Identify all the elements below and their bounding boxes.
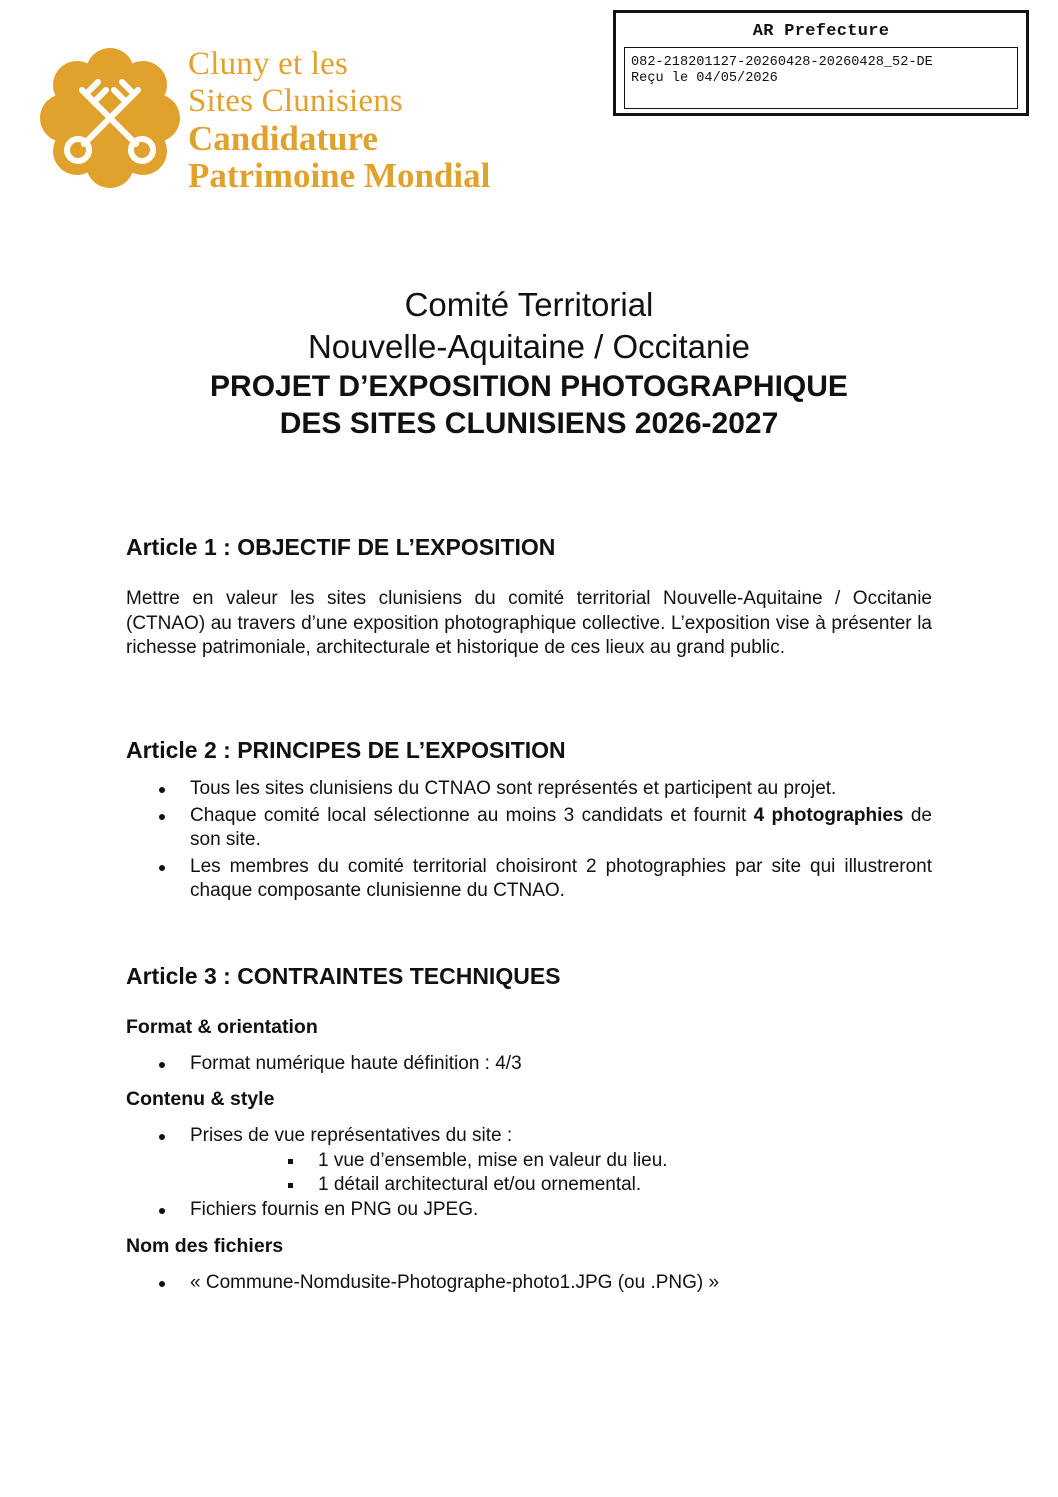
logo-line-1: Cluny et les	[188, 46, 349, 82]
article-2-item-2-bold: 4 photographies	[753, 804, 904, 826]
list-item	[126, 1198, 932, 1223]
logo-line-2: Sites Clunisiens	[188, 83, 403, 119]
content-sub-item-1: 1 vue d’ensemble, mise en valeur du lieu.	[318, 1149, 668, 1171]
article-2-item-2-post: de son site.	[190, 804, 933, 850]
stamp-reference: 082-218201127-20260428-20260428_52-DE	[631, 55, 933, 70]
content-item-2: Fichiers fournis en PNG ou JPEG.	[190, 1198, 479, 1220]
format-list	[126, 1052, 932, 1077]
stamp-received-date: Reçu le 04/05/2026	[631, 71, 778, 86]
list-item	[126, 1271, 932, 1296]
cluny-emblem-icon	[40, 48, 180, 188]
filenames-subheading: Nom des fichiers	[126, 1235, 284, 1257]
list-item	[126, 1124, 932, 1149]
list-item	[126, 777, 932, 802]
logo-line-4: Patrimoine Mondial	[188, 156, 491, 195]
prefecture-stamp	[613, 10, 1029, 116]
article-1-text: Mettre en valeur les sites clunisiens du comité territorial Nouvelle-Aquitaine / Occitanie (CTNAO) au travers d’une exposition photographique collective. L’exposition vise à présenter la richesse patrimoniale, architecturale et historique de ces lieux au grand public.	[126, 588, 932, 658]
stamp-details	[624, 47, 1018, 109]
list-item	[126, 1052, 932, 1077]
title-line-2: Nouvelle-Aquitaine / Occitanie	[307, 328, 751, 365]
filenames-list	[126, 1271, 932, 1296]
format-item: Format numérique haute définition : 4/3	[190, 1053, 522, 1074]
sub-list-item	[126, 1173, 932, 1198]
title-line-4: DES SITES CLUNISIENS 2026-2027	[279, 407, 779, 440]
sub-list-item	[126, 1149, 932, 1174]
content-item: Prises de vue représentatives du site :	[190, 1125, 513, 1146]
article-2-list	[126, 777, 932, 904]
logo-text	[188, 46, 490, 194]
list-item	[126, 855, 932, 904]
content-subheading: Contenu & style	[126, 1088, 275, 1110]
logo-line-3: Candidature	[188, 119, 378, 158]
format-subheading: Format & orientation	[126, 1016, 318, 1038]
title-line-1: Comité Territorial	[404, 286, 654, 323]
article-2-item-3: Les membres du comité territorial choisiront 2 photographies par site qui illustreront chaque composante clunisienne du CTNAO.	[190, 855, 932, 901]
stamp-title: AR Prefecture	[752, 22, 890, 41]
article-1-heading: Article 1 : OBJECTIF DE L’EXPOSITION	[126, 534, 556, 560]
content-sub-item-2: 1 détail architectural et/ou ornemental.	[318, 1174, 642, 1195]
article-2-item-2-pre: Chaque comité local sélectionne au moins 3 candidats et fournit	[190, 804, 754, 826]
list-item	[126, 804, 932, 853]
filenames-item: « Commune-Nomdusite-Photographe-photo1.JPG (ou .PNG) »	[190, 1272, 720, 1293]
content-list	[126, 1124, 932, 1222]
article-2-heading: Article 2 : PRINCIPES DE L’EXPOSITION	[126, 737, 566, 763]
article-2-item-1: Tous les sites clunisiens du CTNAO sont représentés et participent au projet.	[190, 778, 837, 799]
title-line-3: PROJET D’EXPOSITION PHOTOGRAPHIQUE	[210, 370, 848, 403]
document-title	[0, 284, 1058, 442]
article-3-heading: Article 3 : CONTRAINTES TECHNIQUES	[126, 963, 561, 989]
logo	[40, 46, 540, 196]
